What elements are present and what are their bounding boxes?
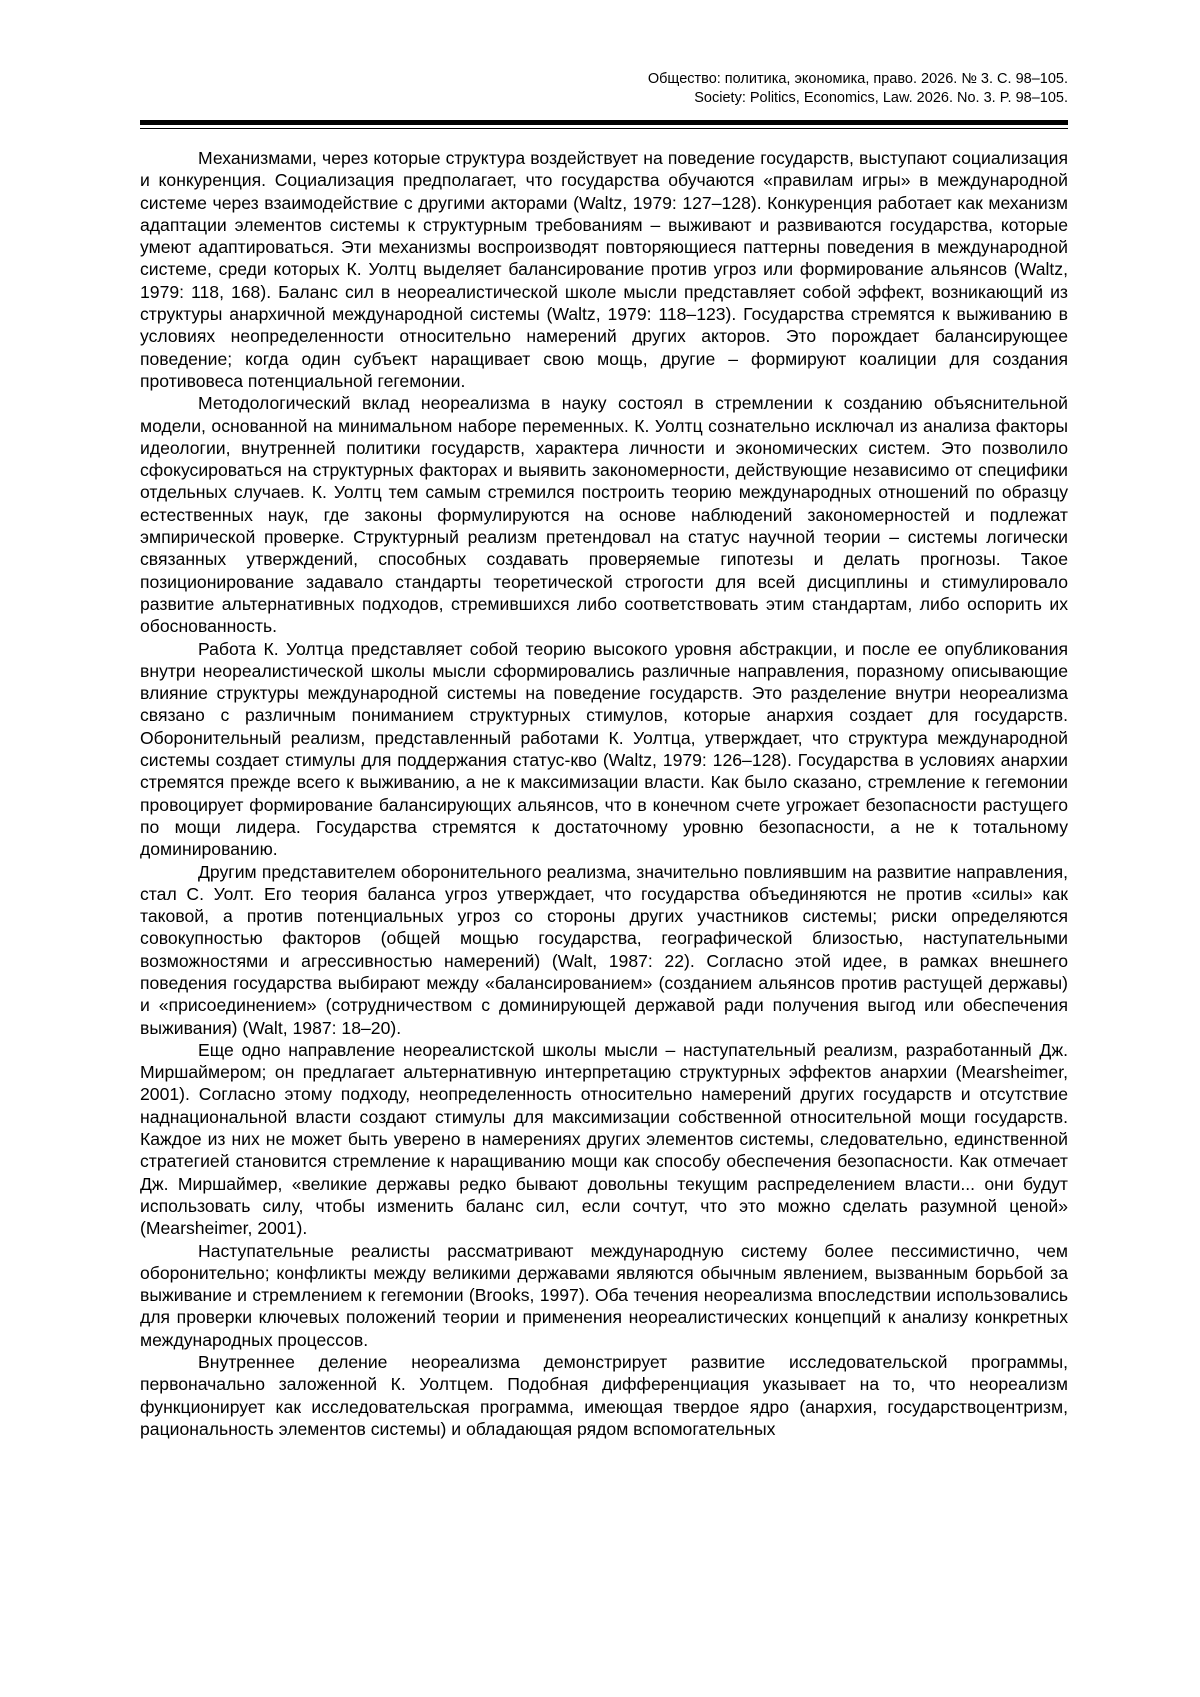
paragraph-1: Механизмами, через которые структура воздействует на поведение государств, выступают социализация и конкуренция. Социализация предполагает, что государства обучаются «правилам игры» в международной системе через взаимодействие с другими акторами (Waltz, 1979: 127–128). Конкуренция работает как механизм адаптации элементов системы к структурным требованиям – выживают и развиваются государства, которые умеют адаптироваться. Эти механизмы воспроизводят повторяющиеся паттерны поведения в международной системе, среди которых К. Уолтц выделяет балансирование против угроз или формирование альянсов (Waltz, 1979: 118, 168). Баланс сил в неореалистической школе мысли представляет собой эффект, возникающий из структуры анархичной международной системы (Waltz, 1979: 118–123). Государства стремятся к выживанию в условиях неопределенности относительно намерений других акторов. Это порождает балансирующее поведение; когда один субъект наращивает свою мощь, другие – формируют коалиции для создания противовеса потенциальной гегемонии. [140,148,1068,391]
paragraph-2: Методологический вклад неореализма в науку состоял в стремлении к созданию объяснительной модели, основанной на минимальном наборе переменных. К. Уолтц сознательно исключал из анализа факторы идеологии, внутренней политики государств, характера личности и экономических систем. Это позволило сфокусироваться на структурных факторах и выявить закономерности, действующие независимо от специфики отдельных случаев. К. Уолтц тем самым стремился построить теорию международных отношений по образцу естественных наук, где законы формулируются на основе наблюдений закономерностей и подлежат эмпирической проверке. Структурный реализм претендовал на статус научной теории – системы логически связанных утверждений, способных создавать проверяемые гипотезы и делать прогнозы. Такое позиционирование задавало стандарты теоретической строгости для всей дисциплины и стимулировало развитие альтернативных подходов, стремившихся либо соответствовать этим стандартам, либо оспорить их обоснованность. [140,393,1068,637]
header-citation-en: Society: Politics, Economics, Law. 2026. No. 3. P. 98–105. [694,90,1068,106]
article-body [140,147,1068,1440]
header-rule-thick [140,120,1068,125]
paragraph-7: Внутреннее деление неореализма демонстрирует развитие исследовательской программы, первоначально заложенной К. Уолтцем. Подобная дифференциация указывает на то, что неореализм функционирует как исследовательская программа, имеющая твердое ядро (анархия, государствоцентризм, рациональность элементов системы) и обладающая рядом вспомогательных [140,1352,1068,1439]
paragraph-6: Наступательные реалисты рассматривают международную систему более пессимистично, чем оборонительно; конфликты между великими державами являются обычным явлением, вызванным борьбой за выживание и стремлением к гегемонии (Brooks, 1997). Оба течения неореализма впоследствии использовались для проверки ключевых положений теории и применения неореалистических концепций к анализу конкретных международных процессов. [140,1240,1068,1350]
running-header [140,70,1068,108]
paragraph-5: Еще одно направление неореалистской школы мысли – наступательный реализм, разработанный Дж. Миршаймером; он предлагает альтернативную интерпретацию структурных эффектов анархии (Mearsheimer, 2001). Согласно этому подходу, неопределенность относительно намерений других государств и отсутствие наднациональной власти создают стимулы для максимизации собственной относительной мощи государств. Каждое из них не может быть уверено в намерениях других элементов системы, следовательно, единственной стратегией становится стремление к наращиванию мощи как способу обеспечения безопасности. Как отмечает Дж. Миршаймер, «великие державы редко бывают довольны текущим распределением власти... они будут использовать силу, чтобы изменить баланс сил, если сочтут, что это можно сделать разумной ценой» (Mearsheimer, 2001). [140,1039,1068,1239]
paragraph-3: Работа К. Уолтца представляет собой теорию высокого уровня абстракции, и после ее опубликования внутри неореалистической школы мысли сформировались различные направления, поразному описывающие влияние структуры международной системы на поведение государств. Это разделение внутри неореализма связано с различным пониманием структурных стимулов, которые анархия создает для государств. Оборонительный реализм, представленный работами К. Уолтца, утверждает, что структура международной системы создает стимулы для поддержания статус-кво (Waltz, 1979: 126–128). Государства в условиях анархии стремятся прежде всего к выживанию, а не к максимизации власти. Как было сказано, стремление к гегемонии провоцирует формирование балансирующих альянсов, что в конечном счете угрожает безопасности растущего по мощи лидера. Государства стремятся к достаточному уровню безопасности, а не к тотальному доминированию. [140,638,1068,860]
header-citation-ru: Общество: политика, экономика, право. 2026. № 3. С. 98–105. [647,71,1068,87]
header-rule-thin [140,128,1068,129]
paragraph-4: Другим представителем оборонительного реализма, значительно повлиявшим на развитие направления, стал С. Уолт. Его теория баланса угроз утверждает, что государства объединяются не против «силы» как таковой, а против потенциальных угроз со стороны других участников системы; риски определяются совокупностью факторов (общей мощью государства, географической близостью, наступательными возможностями и агрессивностью намерений) (Walt, 1987: 22). Согласно этой идее, в рамках внешнего поведения государства выбирают между «балансированием» (созданием альянсов против растущей державы) и «присоединением» (сотрудничеством с доминирующей державой ради получения выгод или обеспечения выживания) (Walt, 1987: 18–20). [140,861,1068,1038]
